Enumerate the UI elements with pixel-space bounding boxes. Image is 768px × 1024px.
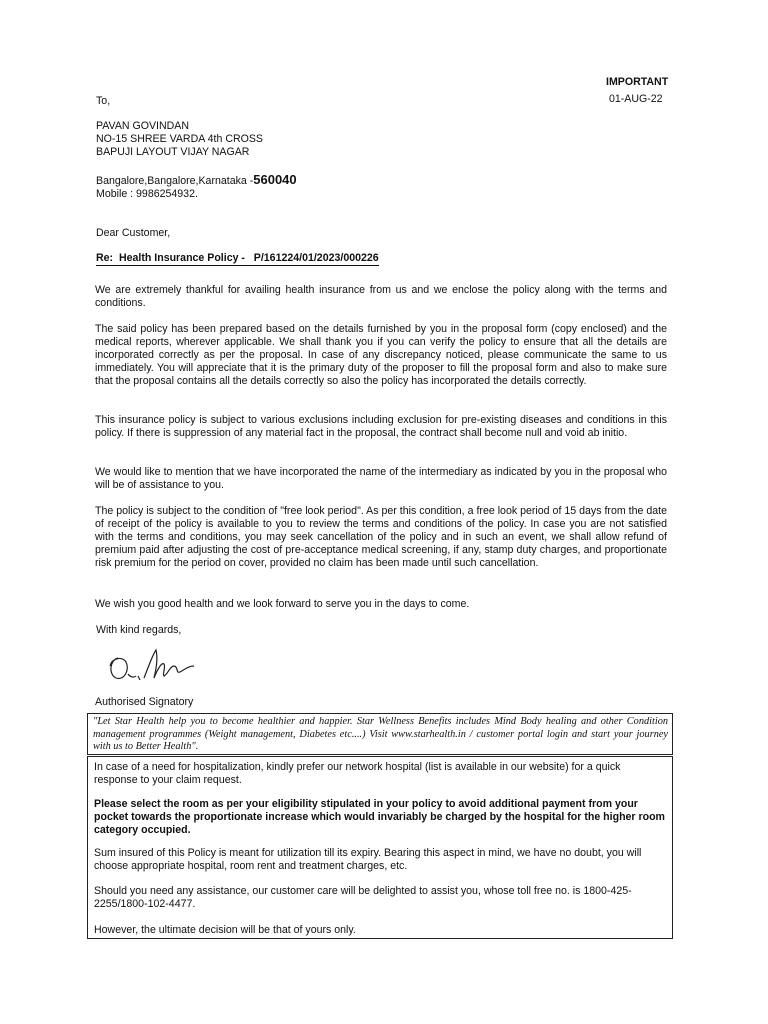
- address-city: Bangalore,Bangalore,Karnataka -: [96, 175, 254, 187]
- authorised-signatory: Authorised Signatory: [95, 696, 194, 708]
- letter-date: 01-AUG-22: [609, 93, 663, 105]
- important-label: IMPORTANT: [606, 76, 669, 88]
- body-paragraph-1: We are extremely thankful for availing health insurance from us and we enclose the policy along with the terms and conditions.: [95, 284, 667, 309]
- address-line-2: BAPUJI LAYOUT VIJAY NAGAR: [96, 146, 250, 158]
- mobile-number: Mobile : 9986254932.: [96, 188, 198, 200]
- body-paragraph-2: The said policy has been prepared based on the details furnished by you in the proposal form (copy enclosed) and the medical reports, wherever applicable. We shall thank you if you can verify the policy to ensure that all the details are incorporated correctly as per the proposal. In case of any discrepancy noticed, please communicate the same to us immediately. You will appreciate that it is the primary duty of the proposer to fill the proposal form and also to make sure that the proposal contains all the details correctly so also the policy has incorporated the details correctly.: [95, 323, 667, 387]
- to-label: To,: [96, 95, 111, 107]
- address-pin: 560040: [253, 172, 297, 187]
- body-paragraph-4: We would like to mention that we have incorporated the name of the intermediary as indicated by you in the proposal who will be of assistance to you.: [95, 466, 667, 491]
- body-paragraph-6: We wish you good health and we look forward to serve you in the days to come.: [95, 598, 470, 610]
- subject-line: Re: Health Insurance Policy - P/161224/01/2023/000226: [96, 252, 379, 264]
- decision-note: However, the ultimate decision will be that of yours only.: [94, 924, 356, 936]
- recipient-name: PAVAN GOVINDAN: [96, 120, 190, 132]
- salutation: Dear Customer,: [96, 227, 171, 239]
- room-note: Please select the room as per your eligibility stipulated in your policy to avoid additional payment from your pocket towards the proportionate increase which would invariably be charged by the hospital for the higher room category occupied.: [94, 798, 665, 836]
- sum-insured-note: Sum insured of this Policy is meant for utilization till its expiry. Bearing this aspect in mind, we have no doubt, you will choose appropriate hospital, room rent and treatment charges, etc.: [94, 847, 642, 872]
- wellness-note-text: "Let Star Health help you to become healthier and happier. Star Wellness Benefits includes Mind Body healing and other Condition management programmes (Weight management, Diabetes etc....) Visit www.starhealth.in / customer portal login and start your journey with us to Better Health".: [93, 716, 668, 752]
- customer-care-note: Should you need any assistance, our customer care will be delighted to assist you, whose toll free no. is 1800-425-2255/1800-102-4477.: [94, 885, 632, 910]
- hospital-note: In case of a need for hospitalization, kindly prefer our network hospital (list is available in our website) for a quick response to your claim request.: [94, 761, 621, 786]
- signature-image: [104, 644, 204, 686]
- address-line-1: NO-15 SHREE VARDA 4th CROSS: [96, 133, 264, 145]
- body-paragraph-5: The policy is subject to the condition of "free look period". As per this condition, a free look period of 15 days from the date of receipt of the policy is available to you to review the terms and conditions of the policy. In case you are not satisfied with the terms and conditions, you may seek cancellation of the policy and in such an event, we shall allow refund of premium paid after adjusting the cost of pre-acceptance medical screening, if any, stamp duty charges, and proportionate risk premium for the period on cover, provided no claim has been made until such cancellation.: [95, 505, 667, 569]
- address-city-line: [96, 173, 297, 188]
- wellness-note-box: [87, 713, 673, 755]
- info-box: [87, 756, 673, 939]
- closing-text: With kind regards,: [96, 624, 182, 636]
- body-paragraph-3: This insurance policy is subject to various exclusions including exclusion for pre-existing diseases and conditions in this policy. If there is suppression of any material fact in the proposal, the contract shall become null and void ab initio.: [95, 414, 667, 439]
